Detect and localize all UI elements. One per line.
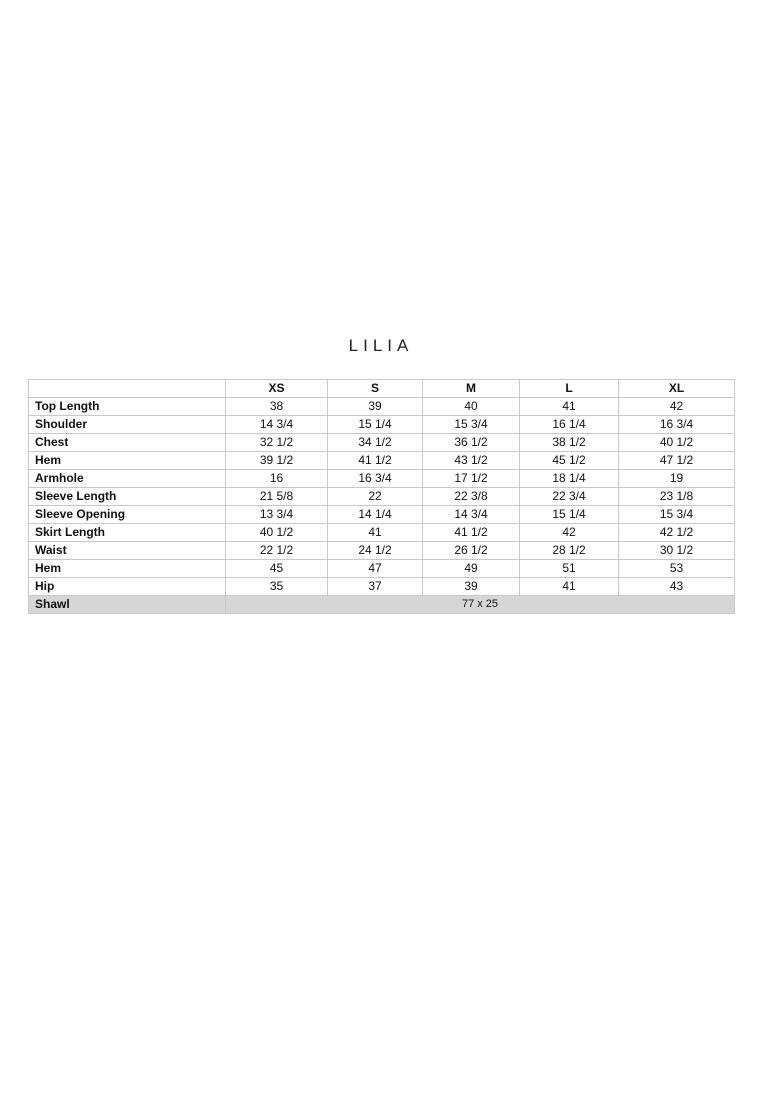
- table-row: [29, 470, 735, 488]
- table-row: [29, 452, 735, 470]
- measurement-cell: 40 1/2: [226, 524, 328, 542]
- measurement-cell: 17 1/2: [423, 470, 520, 488]
- row-label: Chest: [29, 434, 226, 452]
- measurement-cell: 41 1/2: [328, 452, 423, 470]
- measurement-cell: 41: [520, 398, 619, 416]
- measurement-cell: 19: [619, 470, 735, 488]
- row-label: Hem: [29, 560, 226, 578]
- row-label: Shoulder: [29, 416, 226, 434]
- measurement-cell: 16 3/4: [328, 470, 423, 488]
- table-header-row: [29, 380, 735, 398]
- measurement-cell: 42: [619, 398, 735, 416]
- measurement-cell: 16 1/4: [520, 416, 619, 434]
- corner-cell: [29, 380, 226, 398]
- table-row: [29, 416, 735, 434]
- measurement-cell: 14 3/4: [423, 506, 520, 524]
- table-row: [29, 434, 735, 452]
- measurement-cell: 22 3/8: [423, 488, 520, 506]
- shawl-row: [29, 596, 735, 614]
- measurement-cell: 24 1/2: [328, 542, 423, 560]
- measurement-cell: 30 1/2: [619, 542, 735, 560]
- measurement-cell: 16: [226, 470, 328, 488]
- measurement-cell: 15 1/4: [520, 506, 619, 524]
- measurement-cell: 39: [328, 398, 423, 416]
- table-row: [29, 398, 735, 416]
- measurement-cell: 15 1/4: [328, 416, 423, 434]
- size-header-xl: XL: [619, 380, 735, 398]
- measurement-cell: 40 1/2: [619, 434, 735, 452]
- measurement-cell: 14 1/4: [328, 506, 423, 524]
- measurement-cell: 41: [328, 524, 423, 542]
- measurement-cell: 18 1/4: [520, 470, 619, 488]
- size-header-xs: XS: [226, 380, 328, 398]
- measurement-cell: 38 1/2: [520, 434, 619, 452]
- measurement-cell: 42: [520, 524, 619, 542]
- row-label: Armhole: [29, 470, 226, 488]
- measurement-cell: 35: [226, 578, 328, 596]
- measurement-cell: 21 5/8: [226, 488, 328, 506]
- table-row: [29, 506, 735, 524]
- measurement-cell: 26 1/2: [423, 542, 520, 560]
- row-label: Shawl: [29, 596, 226, 614]
- size-header-m: M: [423, 380, 520, 398]
- measurement-cell: 41: [520, 578, 619, 596]
- measurement-cell: 22 3/4: [520, 488, 619, 506]
- measurement-cell: 34 1/2: [328, 434, 423, 452]
- shawl-value: 77 x 25: [226, 596, 735, 614]
- measurement-cell: 28 1/2: [520, 542, 619, 560]
- measurement-cell: 43 1/2: [423, 452, 520, 470]
- row-label: Skirt Length: [29, 524, 226, 542]
- measurement-cell: 45 1/2: [520, 452, 619, 470]
- measurement-cell: 53: [619, 560, 735, 578]
- row-label: Top Length: [29, 398, 226, 416]
- row-label: Hip: [29, 578, 226, 596]
- size-chart-table: [28, 379, 735, 614]
- measurement-cell: 14 3/4: [226, 416, 328, 434]
- measurement-cell: 47 1/2: [619, 452, 735, 470]
- table-row: [29, 542, 735, 560]
- table-row: [29, 578, 735, 596]
- measurement-cell: 16 3/4: [619, 416, 735, 434]
- measurement-cell: 43: [619, 578, 735, 596]
- table-row: [29, 560, 735, 578]
- measurement-cell: 42 1/2: [619, 524, 735, 542]
- table-row: [29, 524, 735, 542]
- measurement-cell: 38: [226, 398, 328, 416]
- table-body: [29, 398, 735, 614]
- measurement-cell: 32 1/2: [226, 434, 328, 452]
- measurement-cell: 51: [520, 560, 619, 578]
- measurement-cell: 23 1/8: [619, 488, 735, 506]
- measurement-cell: 41 1/2: [423, 524, 520, 542]
- row-label: Waist: [29, 542, 226, 560]
- measurement-cell: 36 1/2: [423, 434, 520, 452]
- measurement-cell: 47: [328, 560, 423, 578]
- row-label: Sleeve Length: [29, 488, 226, 506]
- row-label: Hem: [29, 452, 226, 470]
- measurement-cell: 15 3/4: [423, 416, 520, 434]
- measurement-cell: 40: [423, 398, 520, 416]
- row-label: Sleeve Opening: [29, 506, 226, 524]
- size-header-s: S: [328, 380, 423, 398]
- measurement-cell: 39 1/2: [226, 452, 328, 470]
- measurement-cell: 13 3/4: [226, 506, 328, 524]
- chart-title: LILIA: [348, 336, 414, 355]
- measurement-cell: 22 1/2: [226, 542, 328, 560]
- table-row: [29, 488, 735, 506]
- measurement-cell: 15 3/4: [619, 506, 735, 524]
- measurement-cell: 45: [226, 560, 328, 578]
- measurement-cell: 49: [423, 560, 520, 578]
- measurement-cell: 22: [328, 488, 423, 506]
- measurement-cell: 39: [423, 578, 520, 596]
- size-header-l: L: [520, 380, 619, 398]
- measurement-cell: 37: [328, 578, 423, 596]
